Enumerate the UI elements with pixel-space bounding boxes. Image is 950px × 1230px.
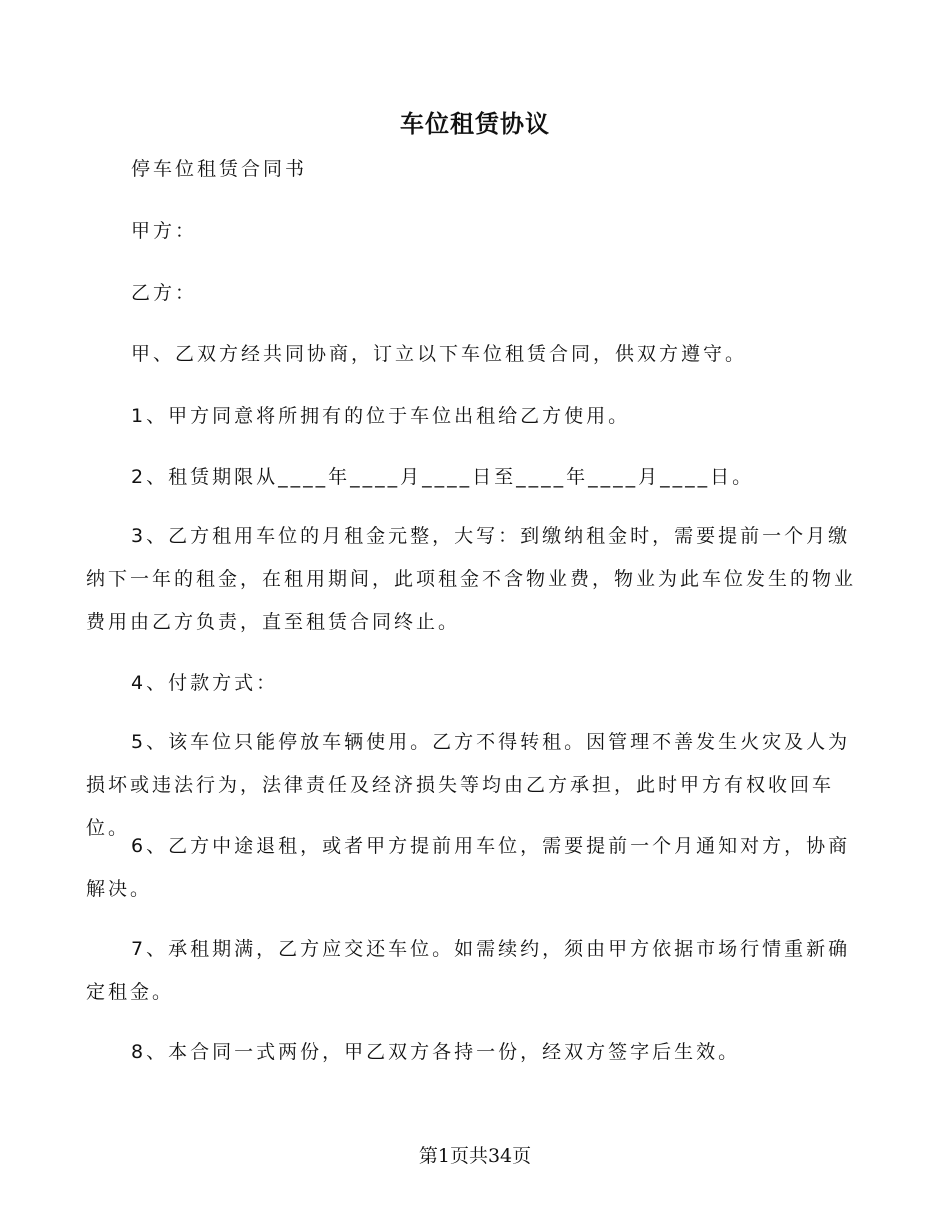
document-title: 车位租赁协议 bbox=[400, 109, 550, 138]
paragraph-party-b: 乙方： bbox=[131, 282, 198, 304]
paragraph-clause-2: 2、租赁期限从____年____月____日至____年____月____日。 bbox=[131, 466, 755, 488]
paragraph-clause-3: 3、乙方租用车位的月租金元整，大写：到缴纳租金时，需要提前一个月缴纳下一年的租金，在租用期间，此项租金不含物业费，物业为此车位发生的物业费用由乙方负责，直至租赁合同终止。 bbox=[86, 525, 857, 633]
paragraph-contract-heading: 停车位租赁合同书 bbox=[131, 158, 308, 180]
paragraph-clause-5: 5、该车位只能停放车辆使用。乙方不得转租。因管理不善发生火灾及人为损坏或违法行为，法律责任及经济损失等均由乙方承担，此时甲方有权收回车位。 bbox=[86, 731, 851, 839]
paragraph-clause-4: 4、付款方式： bbox=[131, 672, 279, 694]
page-number-footer: 第1页共34页 bbox=[418, 1145, 532, 1167]
paragraph-clause-6: 6、乙方中途退租，或者甲方提前用车位，需要提前一个月通知对方，协商解决。 bbox=[86, 835, 851, 900]
paragraph-party-a: 甲方： bbox=[131, 220, 198, 242]
paragraph-intro: 甲、乙双方经共同协商，订立以下车位租赁合同，供双方遵守。 bbox=[131, 343, 748, 365]
paragraph-clause-1: 1、甲方同意将所拥有的位于车位出租给乙方使用。 bbox=[131, 405, 631, 427]
paragraph-clause-8: 8、本合同一式两份，甲乙双方各持一份，经双方签字后生效。 bbox=[131, 1041, 741, 1063]
paragraph-clause-7: 7、承租期满，乙方应交还车位。如需续约，须由甲方依据市场行情重新确定租金。 bbox=[86, 938, 851, 1003]
